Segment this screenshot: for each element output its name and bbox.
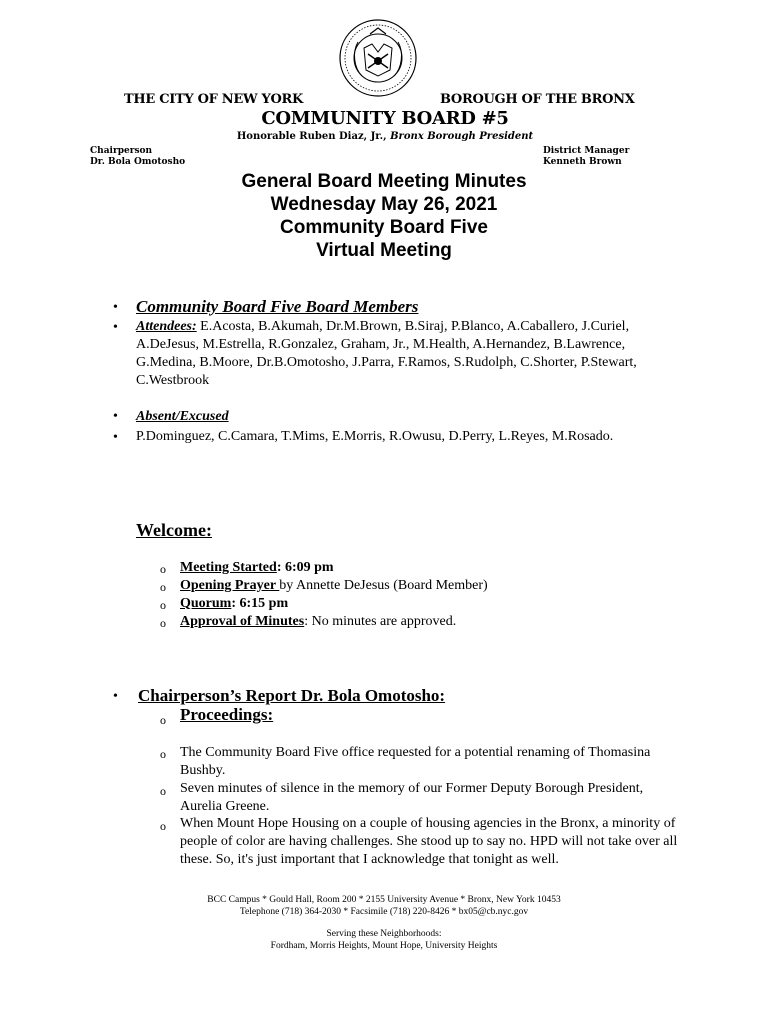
president-name: Honorable Ruben Diaz, Jr., bbox=[236, 131, 391, 142]
title-line: Community Board Five bbox=[280, 217, 488, 238]
list-item: Seven minutes of silence in the memory of our Former Deputy Borough President, Aurelia Greene. bbox=[180, 781, 644, 814]
bullet-icon: • bbox=[113, 320, 118, 335]
borough-heading: BOROUGH OF THE BRONX bbox=[440, 92, 635, 107]
list-item bbox=[180, 595, 680, 613]
item-label: Opening Prayer bbox=[180, 578, 280, 593]
list-item bbox=[180, 613, 680, 631]
list-item: The Community Board Five office requested for a potential renaming of Thomasina Bushby. bbox=[180, 745, 651, 778]
welcome-heading: Welcome: bbox=[136, 520, 212, 540]
title-line: General Board Meeting Minutes bbox=[241, 171, 527, 192]
circle-bullet-icon: o bbox=[160, 580, 166, 594]
footer-address: BCC Campus * Gould Hall, Room 200 * 2155 University Avenue * Bronx, New York 10453 bbox=[207, 895, 561, 905]
circle-bullet-icon: o bbox=[160, 784, 166, 798]
list-item bbox=[180, 577, 680, 595]
circle-bullet-icon: o bbox=[160, 616, 166, 630]
document-title bbox=[0, 170, 770, 262]
attendees-names: E.Acosta, B.Akumah, Dr.M.Brown, B.Siraj, P.Blanco, A.Caballero, J.Curiel, A.DeJesus, M.Estrella, R.Gonzalez, Graham, Jr., M.Health, A.Hernandez, B.Lawrence, G.Medina, B.Moore, Dr.B.Omotosho, J.Parra, F.Ramos, S.Rudolph, C.Shorter, P.Stewart, C.Westbrook bbox=[136, 319, 637, 388]
president-title: Bronx Borough President bbox=[390, 131, 534, 142]
page-footer bbox=[0, 894, 770, 952]
item-value: by Annette DeJesus (Board Member) bbox=[279, 578, 488, 593]
item-label: Quorum bbox=[180, 596, 232, 611]
circle-bullet-icon: o bbox=[160, 747, 166, 761]
footer-neighborhoods: Fordham, Morris Heights, Mount Hope, University Heights bbox=[270, 941, 498, 951]
bullet-icon: • bbox=[113, 430, 118, 445]
chair-report-heading: Chairperson’s Report Dr. Bola Omotosho: bbox=[138, 686, 446, 705]
district-manager-label: District Manager bbox=[543, 146, 630, 156]
district-manager-name: Kenneth Brown bbox=[543, 157, 622, 167]
absent-heading: Absent/Excused bbox=[136, 409, 229, 424]
absent-list: P.Dominguez, C.Camara, T.Mims, E.Morris, R.Owusu, D.Perry, L.Reyes, M.Rosado. bbox=[136, 429, 614, 444]
item-value: : 6:15 pm bbox=[231, 596, 289, 611]
chairperson-name: Dr. Bola Omotosho bbox=[90, 157, 186, 167]
list-item: When Mount Hope Housing on a couple of housing agencies in the Bronx, a minority of people of color are having challenges. She stood up to say no. HPD will not take over all these. So, it's just important that I acknowledge that tonight as well. bbox=[180, 816, 678, 867]
nyc-seal-logo bbox=[338, 18, 418, 98]
bullet-icon: • bbox=[113, 300, 118, 315]
list-item bbox=[180, 559, 680, 577]
circle-bullet-icon: o bbox=[160, 598, 166, 612]
attendees-label: Attendees: bbox=[136, 319, 197, 334]
proceedings-heading: Proceedings: bbox=[180, 705, 274, 724]
item-label: Meeting Started bbox=[180, 560, 277, 575]
circle-bullet-icon: o bbox=[160, 819, 166, 833]
footer-contact: Telephone (718) 364-2030 * Facsimile (718) 220-8426 * bx05@cb.nyc.gov bbox=[239, 907, 529, 917]
borough-president-line bbox=[0, 131, 770, 142]
title-date: Wednesday May 26, 2021 bbox=[270, 194, 498, 215]
item-label: Approval of Minutes bbox=[180, 614, 305, 629]
footer-serving-label: Serving these Neighborhoods: bbox=[326, 929, 442, 939]
board-heading: COMMUNITY BOARD #5 bbox=[261, 108, 509, 129]
city-heading: THE CITY OF NEW YORK bbox=[124, 92, 304, 107]
bullet-icon: • bbox=[113, 409, 118, 424]
item-value: : No minutes are approved. bbox=[304, 614, 457, 629]
chairperson-label: Chairperson bbox=[90, 146, 153, 156]
circle-bullet-icon: o bbox=[160, 713, 166, 727]
circle-bullet-icon: o bbox=[160, 562, 166, 576]
attendees-list bbox=[136, 318, 676, 390]
members-heading: Community Board Five Board Members bbox=[136, 297, 419, 316]
title-line: Virtual Meeting bbox=[316, 240, 452, 261]
item-value: : 6:09 pm bbox=[276, 560, 334, 575]
bullet-icon: • bbox=[113, 689, 118, 704]
